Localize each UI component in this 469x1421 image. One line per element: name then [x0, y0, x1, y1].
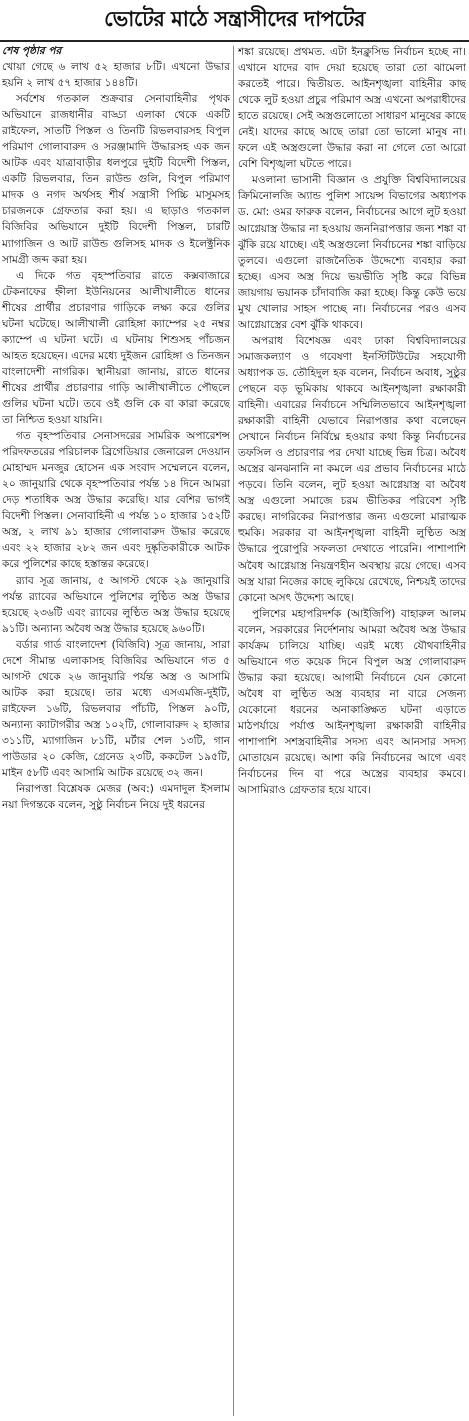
- paragraph: নিরাপত্তা বিশ্লেষক মেজর (অব:) এমদাদুল ইসলাম নয়া দিগন্তকে বলেন, সুষ্ঠু নির্বাচন নিয়ে দুই ধরনের: [2, 783, 230, 812]
- paragraph: সর্বশেষ গতকাল শুক্রবার সেনাবাহিনীর পৃথক অভিযানে রাজধানীর বাড্ডা এলাকা থেকে একটি রাইফেল, সাতটি পিস্তল ও তিনটি রিভলবারসহ বিপুল পরিমাণ গোলাবারুদ ও সরঞ্জামাদি উদ্ধারসহ এক জন আটক এবং যাত্রাবাড়ীর ধলপুরে দুইটি বিদেশী পিস্তল, একটি রিভলবার, তিন রাউন্ড গুলি, বিপুল পরিমাণ মাদক ও নগদ অর্থসহ শীর্ষ সন্ত্রাসী পিচ্চি মাসুমসহ চারজনকে গ্রেফতার করা হয়। এ ছাড়াও গতকাল বিজিবির অভিযানে দুইটি বিদেশী পিস্তল, চারটি ম্যাগাজিন ও আট রাউন্ড গুলিসহ মাদক ও ইলেক্ট্রনিক সামগ্রী জব্দ করা হয়।: [2, 93, 230, 266]
- paragraph: এ দিকে গত বৃহস্পতিবার রাতে কক্সবাজারে টেকনাফের হ্নীলা ইউনিয়নের আলীখালীতে ধানের শীষের প্রার্থীর প্রচারণার গাড়িকে লক্ষ্য করে গুলির ঘটনা ঘটেছে। আলীখালী রোহিঙ্গা ক্যাম্পের ২৫ নম্বর ক্যাম্পে এ ঘটনা ঘটে। এ ঘটনায় শিশুসহ পাঁচজন আহত হয়েছেন। এদের মধ্যে দুইজন রোহিঙ্গা ও তিনজন বাংলাদেশী নাগরিক। স্থানীয়রা জানায়, রাতে ধানের শীষের প্রার্থীর প্রচারণার গাড়ি আলীখালীতে পৌছলে গুলির ঘটনা ঘটে। তবে ওই গুলি কে বা কারা করেছে তা নিশ্চিত হওয়া যায়নি।: [2, 269, 230, 427]
- paragraph: র‍্যাব সূত্র জানায়, ৫ আগস্ট থেকে ২৯ জানুয়ারি পর্যন্ত র‍্যাবের অভিযানে পুলিশের লুণ্ঠিত অস্ত্র উদ্ধার হয়েছে ২৩৬টি এবং র‍্যাবের লুণ্ঠিত অস্ত্র উদ্ধার হয়েছে ৯১টি। অন্যান্য অবৈধ অস্ত্র উদ্ধার হয়েছে ৯৬০টি।: [2, 574, 230, 635]
- paragraph: বর্ডার গার্ড বাংলাদেশ (বিজিবি) সূত্র জানায়, সারা দেশে সীমান্ত এলাকাসহ বিজিবির অভিযানে গত ৫ আগস্ট থেকে ২৬ জানুয়ারি পর্যন্ত অস্ত্র ও আসামি আটক করা হয়েছে। তার মধ্যে এসএমজি-দুইটি, রাইফেল ১৬টি, রিভলবার পাঁচটি, পিস্তল ৯০টি, অন্যান্য ক্যাটাগরীর অস্ত্র ১০২টি, গোলাবারুদ ২ হাজার ৩১১টি, ম্যাগাজিন ৮১টি, মর্টার শেল ১৩টি, গান পাউডার ২০ কেজি, গ্রেনেড ২৩টি, ককটেল ১৯৫টি, মাইন ৫৮টি এবং আসামি আটক রয়েছে ৩২ জন।: [2, 638, 230, 780]
- paragraph: গত বৃহস্পতিবার সেনাসদরের সামরিক অপারেশন্স পরিদফতরের পরিচালক ব্রিগেডিয়ার জেনারেল দেওয়ান মোহাম্মদ মনজুর হোসেন এক সংবাদ সম্মেলনে বলেন, ২০ জানুয়ারি থেকে বৃহস্পতিবার পর্যন্ত ১৪ দিনে আমরা দেড় শতাধিক অস্ত্র উদ্ধার করেছি। যার বেশির ভাগই বিদেশী পিস্তল। সেনাবাহিনী এ পর্যন্ত ১০ হাজার ১৫২টি অস্ত্র, ২ লাখ ৯১ হাজার গোলাবারুদ উদ্ধার করেছে এবং ২২ হাজার ২৮২ জন এবং দুষ্কৃতিকারীকে আটক করে পুলিশের কাছে হস্তান্তর করেছে।: [2, 430, 230, 571]
- paragraph: অপরাধ বিশেষজ্ঞ এবং ঢাকা বিশ্ববিদ্যালয়ের সমাজকল্যাণ ও গবেষণা ইনস্টিটিউটের সহযোগী অধ্যাপক ড. তৌহিদুল হক বলেন, নির্বাচন অবাধ, সুষ্ঠুর পেছনে বড় ভূমিকায় থাকবে আইনশৃঙ্খলা রক্ষাকারী বাহিনী। এবারের নির্বাচনে সম্মিলিতভাবে আইনশৃঙ্খলা রক্ষাকারী বাহিনী যেভাবে নিরাপত্তার কথা বলেছেন সেখানে নির্বাচন নির্বিঘ্নে হওয়ার কথা কিন্তু নির্বাচনের তফসিল ও প্রচারণার পর দেখা যাচ্ছে ভিন্ন চিত্র। অবৈধ অস্ত্রের ঝনঝনানি না কমলে এর প্রভাব নির্বাচনের মাঠে পড়বে। তিনি বলেন, লুট হওয়া আগ্নেয়াস্ত্র বা অবৈধ অস্ত্র এগুলো সমাজে চরম ভীতিকর পরিবেশ সৃষ্টি করছে। নাগরিকের নিরাপত্তার জন্য এগুলো মারাত্মক হুমকি। সরকার বা আইনশৃঙ্খলা বাহিনী লুণ্ঠিত অস্ত্র উদ্ধারে পুরোপুরি সফলতা দেখাতে পারেনি। পাশাপাশি অবৈধ আগ্নেয়াস্ত্র নিয়ন্ত্রণহীন অবস্থায় রয়ে গেছে। এসব অস্ত্র যারা নিজের কাছে লুকিয়ে রেখেছে, নিশ্চয়ই তাদের কোনো অসৎ উদ্দেশ্য আছে।: [238, 334, 466, 604]
- paragraph: পুলিশের মহাপরিদর্শক (আইজিপি) বাহারুল আলম বলেন, সরকারের নির্দেশনায় আমরা অবৈধ অস্ত্র উদ্ধার কার্যক্রম চালিয়ে যাচ্ছি। এরই মধ্যে যৌথবাহিনীর অভিযানে গত কয়েক দিনে বিপুল অস্ত্র গোলাবারুদ উদ্ধার করা হয়েছে। আগামী নির্বাচনে যেন কোনো অবৈধ বা লুণ্ঠিত অস্ত্র ব্যবহার না বারে সেজন্য যেকোনো ধরনের অনাকাঙ্ক্ষিত ঘটনা এড়াতে মাঠপর্যায়ে পর্যাপ্ত আইনশৃঙ্খলা রক্ষাকারী বাহিনীর পাশাপাশি সশস্ত্রবাহিনীর সদস্য এবং আনসার সদস্য মোতায়েন রয়েছে। আশা করি নির্বাচনের আগে এবং নির্বাচনের দিন বা পরে অস্ত্রের ব্যবহার কমবে। আসামিরাও গ্রেফতার হয়ে যাবে।: [238, 607, 466, 797]
- paragraph: মওলানা ভাসানী বিজ্ঞান ও প্রযুক্তি বিশ্ববিদ্যালয়ের ক্রিমিনোলজি অ্যান্ড পুলিশ সায়েন্স বিভাগের অধ্যাপক ড. মো: ওমর ফারুক বলেন, নির্বাচনের আগে লুট হওয়া আগ্নেয়াস্ত্র উদ্ধার না হওয়ায় জননিরাপত্তার জন্য শঙ্কা বা ঝুঁকি রয়ে যাচ্ছে। এই অস্ত্রগুলো নির্বাচনের শঙ্কা বাড়িয়ে তুলবে। এগুলো রাজনৈতিক উদ্দেশ্যে ব্যবহার করা হচ্ছে। এসব অস্ত্র দিয়ে ভয়ভীতি সৃষ্টি করে বিভিন্ন জায়গায় ভয়ানক চাঁদাবাজি করা হচ্ছে। কিন্তু কেউ ভয়ে মুখ খোলার সাহস পাচ্ছে না। নির্বাচনের পরও এসব আগ্নেয়াস্ত্রের বেশ ঝুঁকি থাকবে।: [238, 174, 466, 331]
- article-column-right: [238, 44, 466, 1416]
- headline: ভোটের মাঠে সন্ত্রাসীদের দাপটের: [104, 7, 365, 31]
- paragraph: শঙ্কা রয়েছে। প্রথমত. এটা ইনক্লুসিভ নির্বাচন হচ্ছে না। এখানে যাদের বাদ দেয়া হয়েছে তারা তো ঝামেলা করতেই পারে। দ্বিতীয়ত. আইনশৃঙ্খলা বাহিনীর কাছ থেকে লুট হওয়া প্রচুর পরিমাণ অস্ত্র এখনো অপরাধীদের হাতে রয়েছে। সেই অস্ত্রগুলোতো সাধারণ মানুষের কাছে নেই। যাদের কাছে আছে তারা তো ভালো মানুষ না। ফলে এই অস্ত্রগুলো উদ্ধার করা না গেলে তো আরো বেশি বিশৃঙ্খলা ঘটতে পারে।: [238, 46, 466, 171]
- column-divider: [233, 46, 234, 1416]
- article-column-left: [2, 44, 230, 1416]
- headline-rule: [0, 40, 469, 42]
- paragraph: খোয়া গেছে ৬ লাখ ৫২ হাজার ৮টি। এখনো উদ্ধার হয়নি ২ লাখ ৫৭ হাজার ১৪৪টি।: [2, 61, 230, 90]
- continued-kicker: শেষ পৃষ্ঠার পর: [2, 45, 62, 57]
